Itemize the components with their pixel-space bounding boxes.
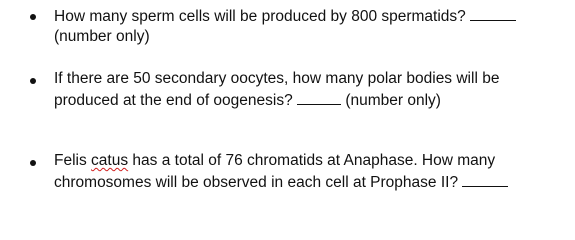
question-2-line-1: If there are 50 secondary oocytes, how many polar bodies will be — [54, 70, 500, 87]
bullet-icon — [30, 78, 36, 84]
answer-blank-2[interactable] — [297, 91, 341, 105]
bullet-icon — [30, 14, 36, 20]
question-3-line-2 — [54, 173, 508, 192]
spellcheck-word: catus — [91, 152, 129, 169]
question-3-text: chromosomes will be observed in each cell at Prophase II? — [54, 174, 463, 191]
question-2-text-before: produced at the end of oogenesis? — [54, 92, 298, 109]
question-2-line-2 — [54, 91, 441, 110]
question-2-text-after: (number only) — [341, 92, 441, 109]
bullet-icon — [30, 160, 36, 166]
answer-blank-3[interactable] — [462, 173, 508, 187]
question-1-line-2: (number only) — [54, 28, 150, 45]
answer-blank-1[interactable] — [470, 7, 516, 21]
question-1-text: How many sperm cells will be produced by 800 spermatids? — [54, 8, 471, 25]
question-3-word-1: Felis — [54, 152, 92, 169]
question-3-text-rest: has a total of 76 chromatids at Anaphase. How many — [128, 152, 496, 169]
question-1-line-1 — [54, 7, 516, 26]
question-3-line-1 — [54, 152, 495, 170]
